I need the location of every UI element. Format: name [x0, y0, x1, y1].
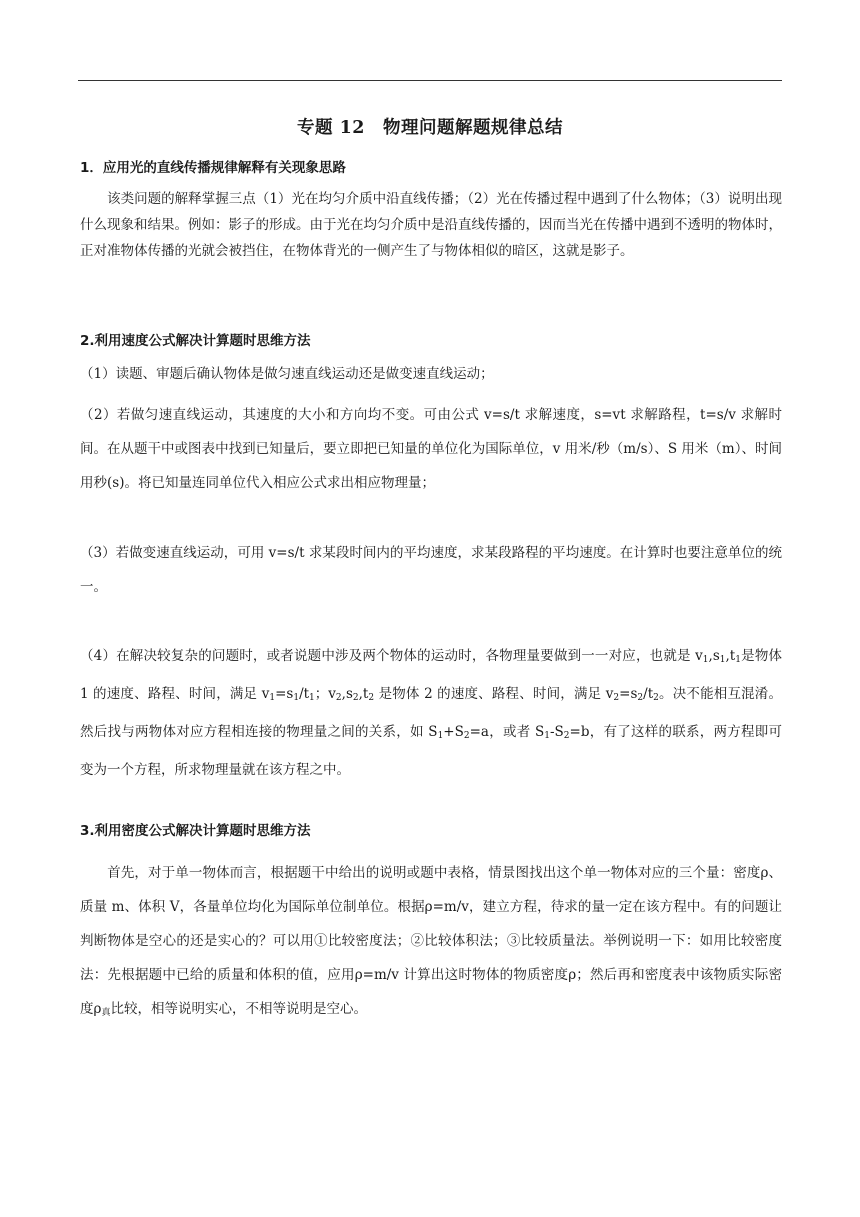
section-2-heading: 2.利用速度公式解决计算题时思维方法 — [80, 333, 311, 349]
section-2-step-2: （2）若做匀速直线运动，其速度的大小和方向均不变。可由公式 v=s/t 求解速度，s=vt 求解路程，t=s/v 求解时间。在从题干中或图表中找到已知量后，要立即把已知量的单位化为国际单位，v 用米/秒（m/s）、S 用米（m）、时间用秒(s)。将已知量连同单位代入相应公式求出相应物理量； — [80, 407, 782, 491]
page-title: 专题 12 物理问题解题规律总结 — [297, 118, 563, 138]
section-1-body: 该类问题的解释掌握三点（1）光在均匀介质中沿直线传播；（2）光在传播过程中遇到了什么物体；（3）说明出现什么现象和结果。例如：影子的形成。由于光在均匀介质中是沿直线传播的，因而当光在传播中遇到不透明的物体时，正对准物体传播的光就会被挡住，在物体背光的一侧产生了与物体相似的暗区，这就是影子。 — [80, 191, 782, 259]
section-3-body: 首先，对于单一物体而言，根据题干中给出的说明或题中表格，情景图找出这个单一物体对应的三个量：密度ρ、质量 m、体积 V，各量单位均化为国际单位制单位。根据ρ=m/v，建立方程，待求的量一定在该方程中。有的问题让判断物体是空心的还是实心的？可以用①比较密度法；②比较体积法；③比较质量法。举例说明一下：如用比较密度法：先根据题中已给的质量和体积的值，应用ρ=m/v 计算出这时物体的物质密度ρ；然后再和密度表中该物质实际密度$\rho_真$比较，相等说明实心，不相等说明是空心。 — [80, 865, 782, 1018]
section-1-heading: 1．应用光的直线传播规律解释有关现象思路 — [80, 160, 346, 176]
header-rule — [78, 80, 782, 81]
section-2-step-4: （4）在解决较复杂的问题时，或者说题中涉及两个物体的运动时，各物理量要做到一一对应，也就是 $v_1,s_1,t_1$是物体 1 的速度、路程、时间，满足 $v_1=s_1/t_1$；$v_2,s_2,t_2$ 是物体 2 的速度、路程、时间，满足 $v_2=s_2/t_2$。决不能相互混淆。然后找与两物体对应方程相连接的物理量之间的关系，如 $S_1+S_2=a$，或者 $S_1-S_2=b$，有了这样的联系，两方程即可变为一个方程，所求物理量就在该方程之中。 — [80, 648, 782, 778]
section-2-step-3: （3）若做变速直线运动，可用 v=s/t 求某段时间内的平均速度，求某段路程的平均速度。在计算时也要注意单位的统一。 — [80, 545, 782, 595]
section-3-heading: 3.利用密度公式解决计算题时思维方法 — [80, 823, 311, 839]
section-2-step-1: （1）读题、审题后确认物体是做匀速直线运动还是做变速直线运动； — [80, 366, 494, 382]
